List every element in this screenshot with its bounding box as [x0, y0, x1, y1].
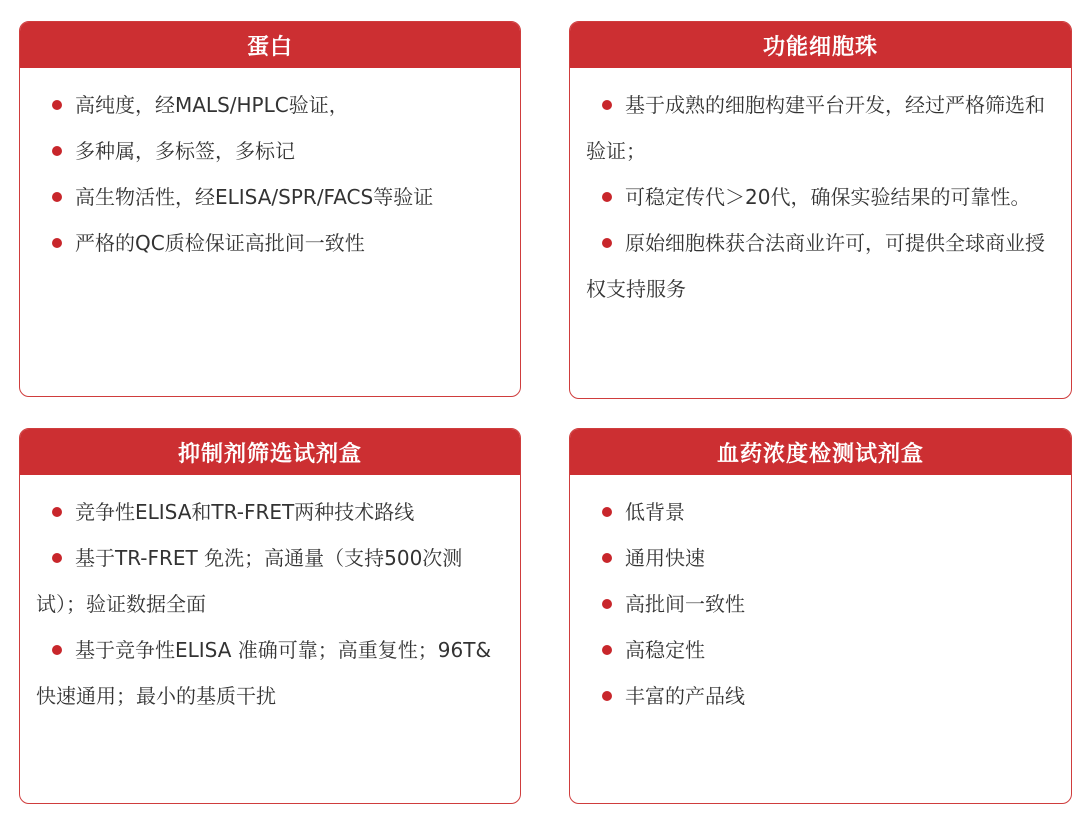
card-protein	[19, 21, 521, 397]
card-title: 蛋白	[20, 22, 520, 68]
bullet-icon	[52, 507, 62, 517]
bullet-icon	[52, 100, 62, 110]
list-item: 高生物活性，经ELISA/SPR/FACS等验证	[20, 174, 520, 220]
list-item: 高稳定性	[570, 627, 1071, 673]
card-functional-cell-line	[569, 21, 1072, 399]
list-item: 严格的QC质检保证高批间一致性	[20, 220, 520, 266]
card-body	[570, 68, 1071, 312]
card-title: 功能细胞珠	[570, 22, 1071, 68]
card-body	[570, 475, 1071, 719]
list-item: 基于TR-FRET 免洗；高通量（支持500次测试）；验证数据全面	[36, 546, 463, 616]
card-body	[20, 475, 520, 719]
bullet-icon	[602, 192, 612, 202]
card-body	[20, 68, 520, 266]
list-item: 低背景	[570, 489, 1071, 535]
list-item: 原始细胞株获合法商业许可，可提供全球商业授权支持服务	[586, 231, 1045, 301]
bullet-icon	[602, 507, 612, 517]
list-item: 高批间一致性	[570, 581, 1071, 627]
card-inhibitor-screening-kit	[19, 428, 521, 804]
bullet-icon	[602, 691, 612, 701]
bullet-icon	[602, 599, 612, 609]
list-item: 高纯度，经MALS/HPLC验证，	[20, 82, 520, 128]
bullet-icon	[52, 192, 62, 202]
list-item: 多种属，多标签，多标记	[20, 128, 520, 174]
list-item: 丰富的产品线	[570, 673, 1071, 719]
bullet-icon	[52, 238, 62, 248]
bullet-icon	[602, 553, 612, 563]
bullet-icon	[602, 645, 612, 655]
bullet-icon	[52, 146, 62, 156]
bullet-icon	[52, 645, 62, 655]
bullet-icon	[52, 553, 62, 563]
bullet-icon	[602, 238, 612, 248]
card-title: 抑制剂筛选试剂盒	[20, 429, 520, 475]
card-drug-concentration-kit	[569, 428, 1072, 804]
list-item: 基于竞争性ELISA 准确可靠；高重复性；96T&快速通用；最小的基质干扰	[36, 638, 492, 708]
list-item: 通用快速	[570, 535, 1071, 581]
list-item: 竞争性ELISA和TR-FRET两种技术路线	[20, 489, 520, 535]
bullet-icon	[602, 100, 612, 110]
card-title: 血药浓度检测试剂盒	[570, 429, 1071, 475]
list-item: 基于成熟的细胞构建平台开发，经过严格筛选和验证；	[586, 93, 1045, 163]
list-item: 可稳定传代＞20代，确保实验结果的可靠性。	[570, 174, 1071, 220]
